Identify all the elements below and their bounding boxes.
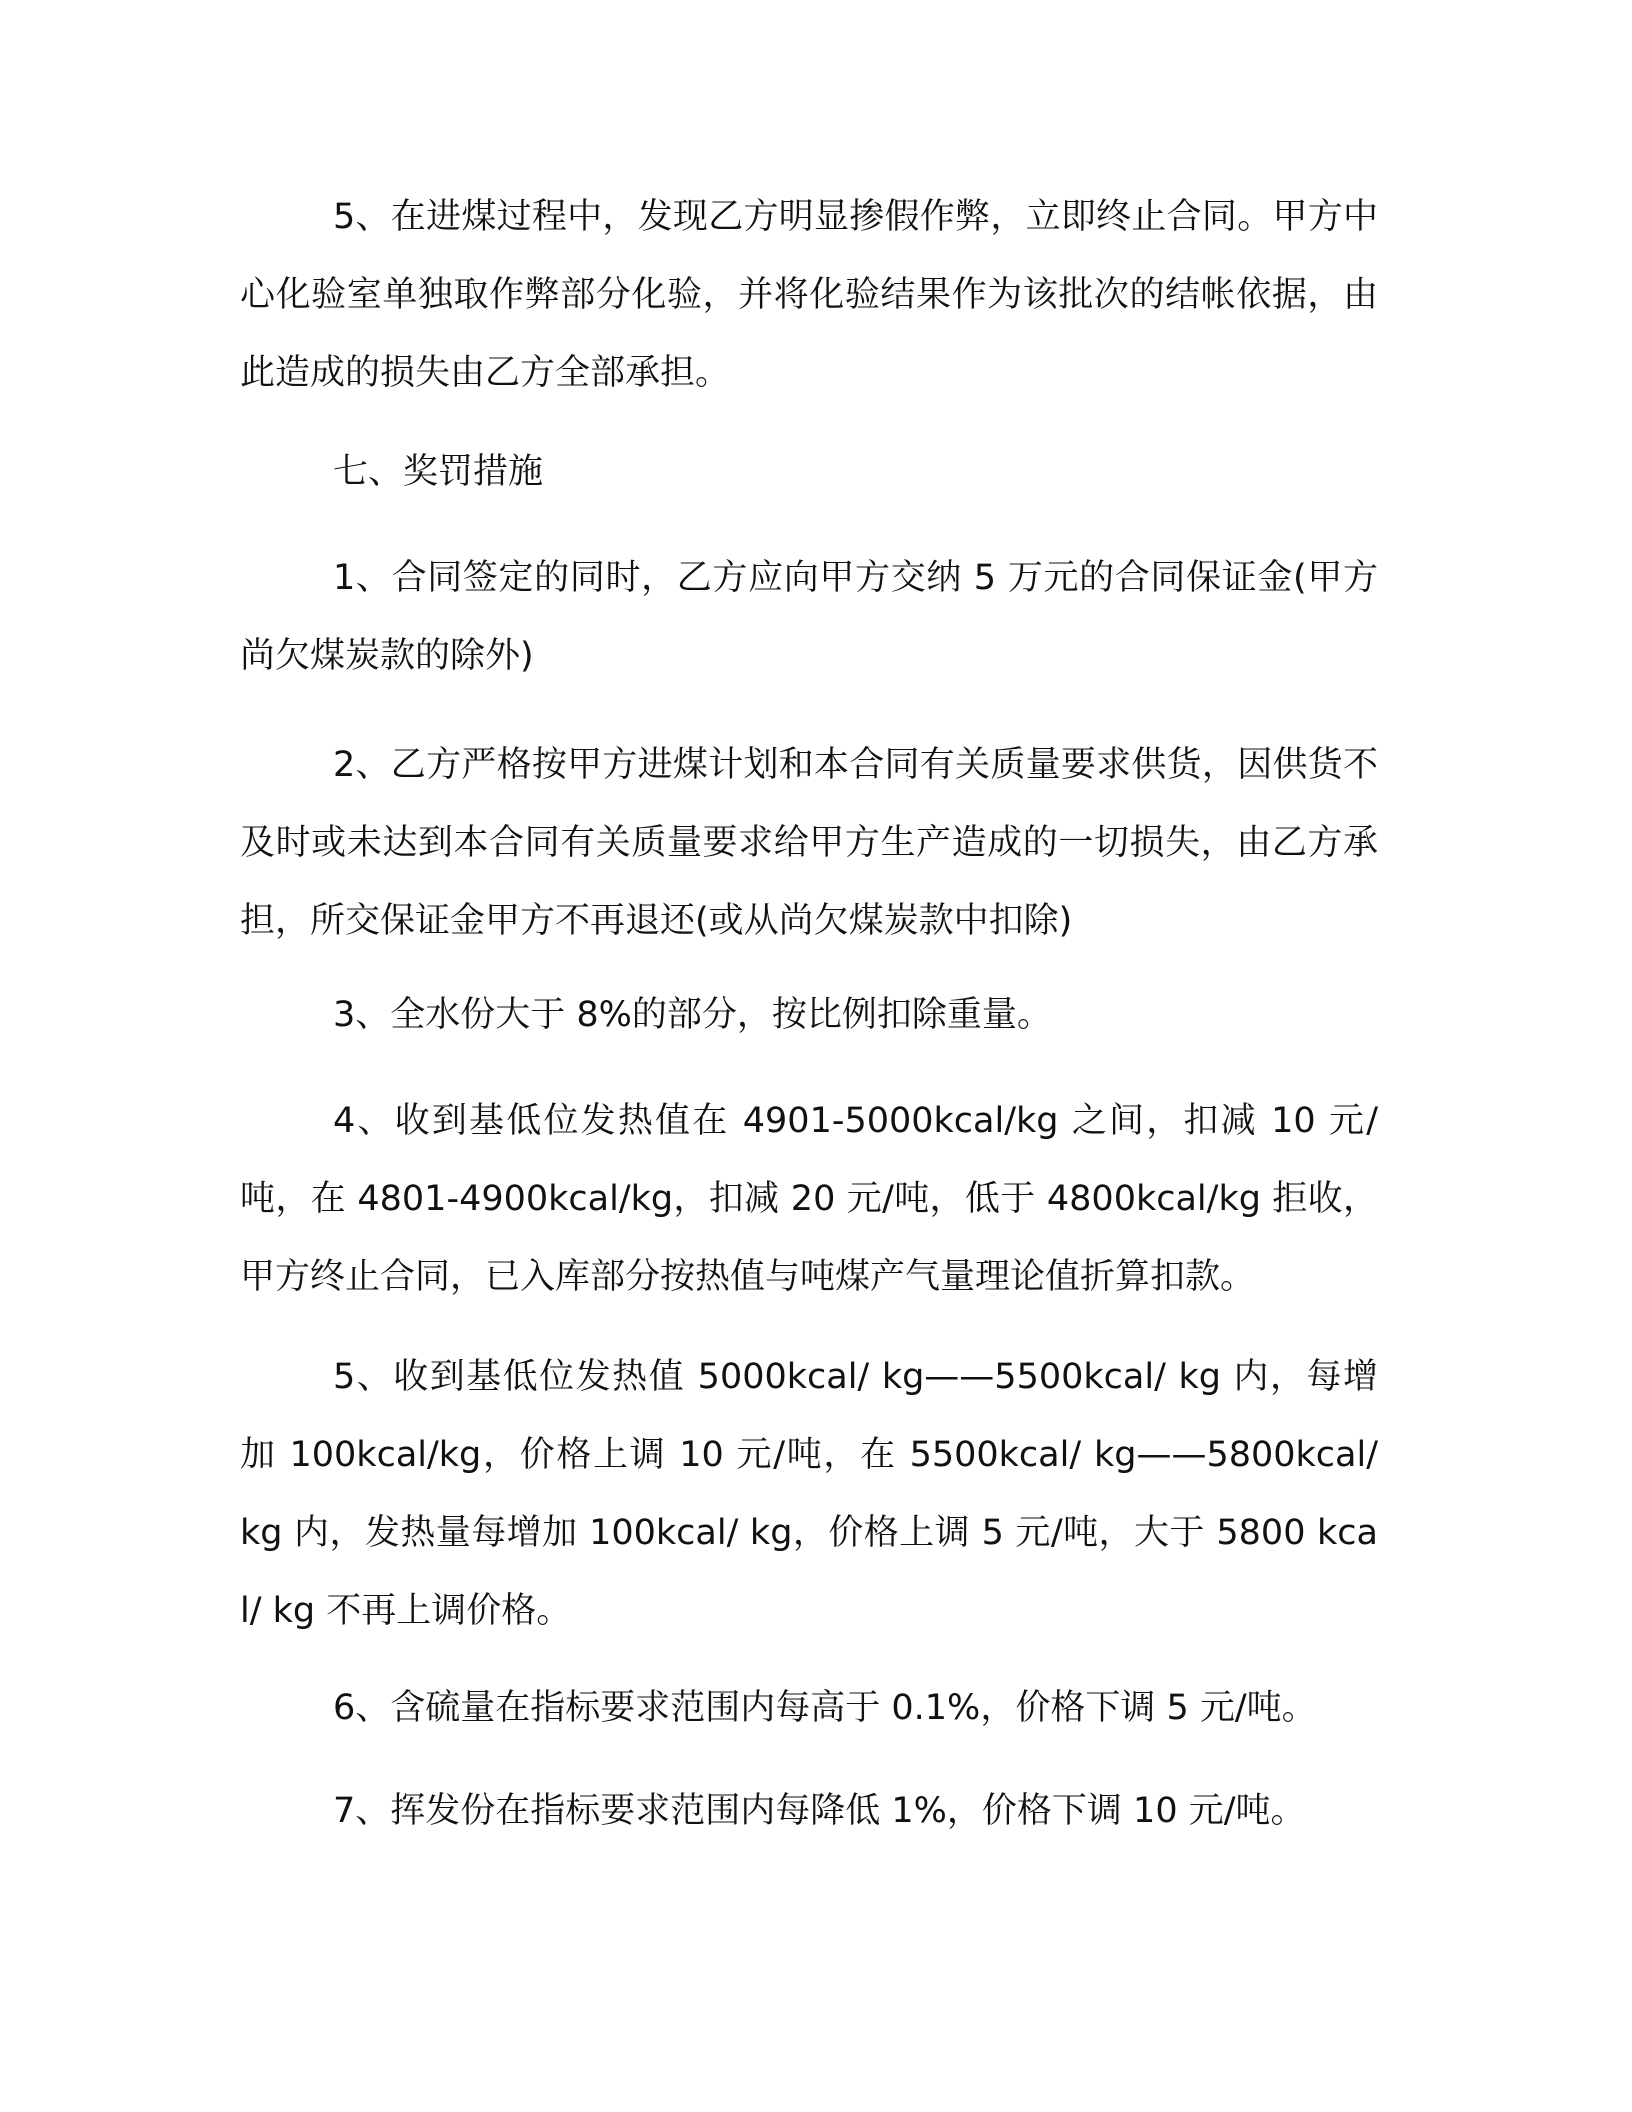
paragraph-item-5-fraud: 5、在进煤过程中，发现乙方明显掺假作弊，立即终止合同。甲方中心化验室单独取作弊部分化验，并将化验结果作为该批次的结帐依据，由此造成的损失由乙方全部承担。 — [240, 197, 1378, 393]
paragraph-item-1-deposit: 1、合同签定的同时，乙方应向甲方交纳 5 万元的合同保证金(甲方尚欠煤炭款的除外) — [240, 558, 1378, 676]
paragraph-item-5-calorific-bonus: 5、收到基低位发热值 5000kcal/ kg——5500kcal/ kg 内，每增加 100kcal/kg，价格上调 10 元/吨，在 5500kcal/ kg——5800kcal/ kg 内，发热量每增加 100kcal/ kg，价格上调 5 元/吨，大于 5800 kcal/ kg 不再上调价格。 — [240, 1357, 1378, 1631]
paragraph-item-2-supply: 2、乙方严格按甲方进煤计划和本合同有关质量要求供货，因供货不及时或未达到本合同有关质量要求给甲方生产造成的一切损失，由乙方承担，所交保证金甲方不再退还(或从尚欠煤炭款中扣除) — [240, 745, 1378, 941]
section-heading-rewards-penalties: 七、奖罚措施 — [333, 452, 544, 492]
paragraph-item-6-sulfur: 6、含硫量在指标要求范围内每高于 0.1%，价格下调 5 元/吨。 — [333, 1688, 1317, 1728]
paragraph-item-3-moisture: 3、全水份大于 8%的部分，按比例扣除重量。 — [333, 995, 1052, 1035]
paragraph-item-4-calorific-deduction: 4、收到基低位发热值在 4901-5000kcal/kg 之间，扣减 10 元/吨，在 4801-4900kcal/kg，扣减 20 元/吨，低于 4800kcal/kg 拒收，甲方终止合同，已入库部分按热值与吨煤产气量理论值折算扣款。 — [240, 1101, 1378, 1297]
paragraph-item-7-volatile: 7、挥发份在指标要求范围内每降低 1%，价格下调 10 元/吨。 — [333, 1791, 1306, 1831]
